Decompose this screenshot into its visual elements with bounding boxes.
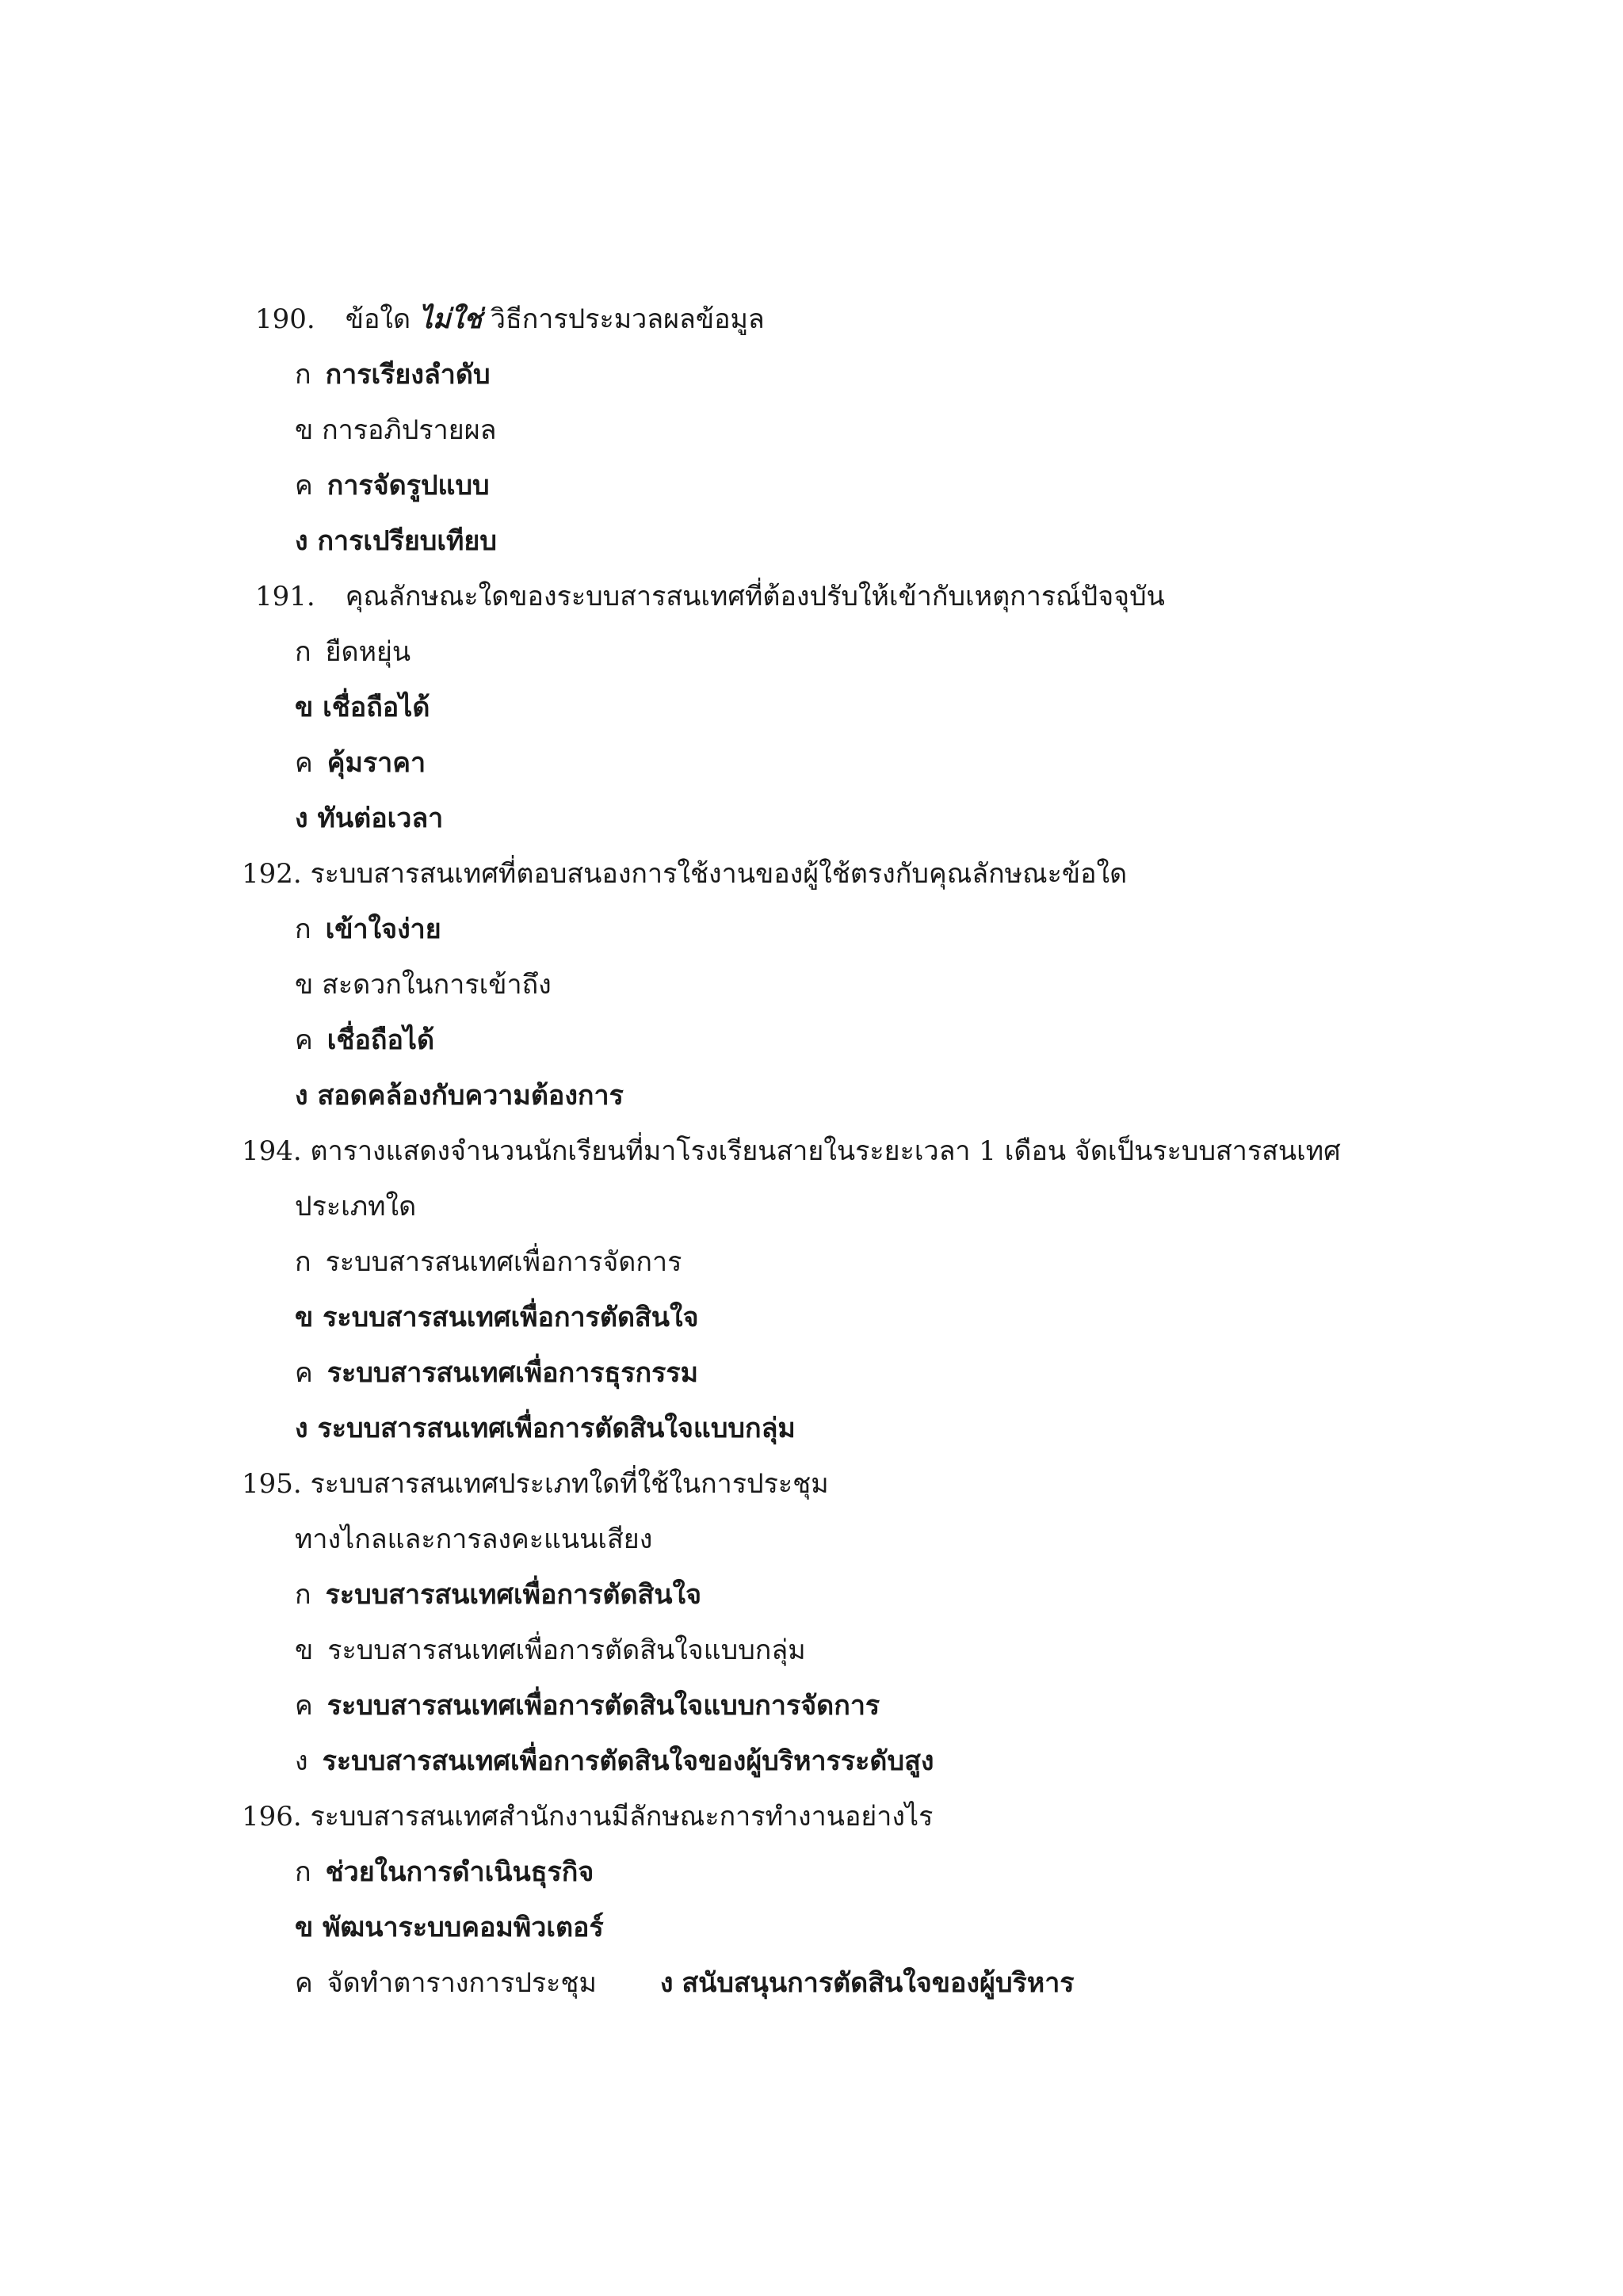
- choice-text: การจัดรูปแบบ: [327, 470, 490, 502]
- choice-191-a: [295, 624, 411, 680]
- choice-196-a: [295, 1844, 594, 1900]
- choice-text: เชื่อถือได้: [323, 692, 430, 723]
- question-prompt: วิธีการประมวลผลข้อมูล: [490, 303, 765, 335]
- choice-letter: ค: [295, 1690, 313, 1722]
- choice-text: ระบบสารสนเทศเพื่อการตัดสินใจ: [323, 1302, 699, 1333]
- choice-194-c: [295, 1345, 698, 1401]
- choice-letter: ง: [295, 1080, 308, 1112]
- choice-text: เชื่อถือได้: [327, 1024, 435, 1056]
- choice-192-c: [295, 1013, 434, 1068]
- choice-196-b: [295, 1900, 604, 1955]
- choice-text: ระบบสารสนเทศเพื่อการตัดสินใจแบบกลุ่ม: [327, 1634, 806, 1666]
- choice-letter: ง: [659, 1967, 674, 1999]
- choice-text: การเปรียบเทียบ: [317, 525, 497, 557]
- choice-text: การเรียงลำดับ: [325, 359, 491, 391]
- choice-191-b: [295, 680, 430, 735]
- choice-letter: ง: [295, 525, 308, 557]
- choice-195-c: [295, 1678, 880, 1733]
- choice-191-c: [295, 735, 426, 791]
- question-prompt: ทางไกลและการลงคะแนนเสียง: [295, 1524, 653, 1555]
- choice-letter: ก: [295, 359, 311, 391]
- choice-text: ระบบสารสนเทศเพื่อการจัดการ: [325, 1246, 682, 1278]
- choice-text: สนับสนุนการตัดสินใจของผู้บริหาร: [682, 1967, 1075, 1999]
- choice-text: ระบบสารสนเทศเพื่อการตัดสินใจ: [325, 1579, 702, 1611]
- choice-text: ยืดหยุ่น: [325, 636, 411, 668]
- choice-195-b: [295, 1623, 806, 1678]
- choice-192-b: [295, 957, 552, 1013]
- question-194-continuation: [295, 1179, 416, 1234]
- choice-195-d: [295, 1733, 934, 1789]
- choice-190-a: [295, 347, 491, 402]
- choice-text: คุ้มราคา: [327, 747, 426, 779]
- question-191: [255, 569, 1165, 624]
- choice-letter: ข: [295, 414, 314, 446]
- question-number: 192.: [242, 858, 302, 890]
- choice-195-a: [295, 1567, 701, 1623]
- question-prompt: คุณลักษณะใดของระบบสารสนเทศที่ต้องปรับให้เข้ากับเหตุการณ์ปัจจุบัน: [345, 581, 1165, 612]
- choice-letter: ก: [295, 913, 311, 945]
- choice-text: สอดคล้องกับความต้องการ: [317, 1080, 624, 1112]
- choice-text: การอภิปรายผล: [322, 414, 497, 446]
- question-195-continuation: [295, 1512, 652, 1567]
- question-prompt: ระบบสารสนเทศสำนักงานมีลักษณะการทำงานอย่างไร: [310, 1801, 934, 1833]
- choice-letter: ค: [295, 747, 313, 779]
- question-194: [242, 1123, 1341, 1179]
- choice-letter: ก: [295, 1246, 311, 1278]
- choice-letter: ข: [295, 969, 314, 1001]
- choice-194-b: [295, 1290, 699, 1345]
- choice-text: ระบบสารสนเทศเพื่อการตัดสินใจแบบการจัดการ: [327, 1690, 880, 1722]
- question-prompt: ระบบสารสนเทศที่ตอบสนองการใช้งานของผู้ใช้ตรงกับคุณลักษณะข้อใด: [310, 858, 1128, 890]
- question-number: 194.: [242, 1135, 302, 1167]
- choice-letter: ค: [295, 1967, 313, 1999]
- choice-text: ทันต่อเวลา: [317, 803, 444, 834]
- choice-191-d: [295, 791, 443, 846]
- choice-text: สะดวกในการเข้าถึง: [322, 969, 552, 1001]
- choice-190-c: [295, 458, 490, 513]
- choice-letter: ข: [295, 1302, 314, 1333]
- choice-text: ช่วยในการดำเนินธุรกิจ: [325, 1856, 594, 1888]
- question-prompt: ระบบสารสนเทศประเภทใดที่ใช้ในการประชุม: [310, 1468, 829, 1500]
- choice-letter: ก: [295, 1856, 311, 1888]
- question-number: 191.: [255, 581, 315, 612]
- choice-text: ระบบสารสนเทศเพื่อการธุรกรรม: [327, 1357, 699, 1389]
- choice-190-b: [295, 402, 496, 458]
- question-195: [242, 1456, 829, 1512]
- choice-text: เข้าใจง่าย: [325, 913, 441, 945]
- question-number: 190.: [255, 303, 315, 335]
- question-prompt: ประเภทใด: [295, 1191, 417, 1222]
- choice-190-d: [295, 513, 497, 569]
- choice-letter: ข: [295, 1912, 314, 1943]
- choice-letter: ข: [295, 692, 314, 723]
- choice-194-d: [295, 1401, 796, 1456]
- choice-letter: ค: [295, 1024, 313, 1056]
- choice-letter: ค: [295, 470, 313, 502]
- question-196: [242, 1789, 933, 1844]
- choice-letter: ก: [295, 1579, 311, 1611]
- choice-letter: ข: [295, 1634, 314, 1666]
- question-number: 195.: [242, 1468, 302, 1500]
- choice-text: ระบบสารสนเทศเพื่อการตัดสินใจของผู้บริหารระดับสูง: [322, 1745, 934, 1777]
- choice-text: ระบบสารสนเทศเพื่อการตัดสินใจแบบกลุ่ม: [317, 1413, 796, 1444]
- choice-196-c-d-row: [295, 1955, 1075, 2011]
- question-prompt: ตารางแสดงจำนวนนักเรียนที่มาโรงเรียนสายในระยะเวลา 1 เดือน จัดเป็นระบบสารสนเทศ: [310, 1135, 1341, 1167]
- choice-letter: ง: [295, 1413, 308, 1444]
- question-192: [242, 846, 1127, 902]
- choice-letter: ค: [295, 1357, 313, 1389]
- choice-194-a: [295, 1234, 682, 1290]
- question-emphasis: ไม่ใช่: [418, 303, 483, 335]
- question-prompt: ข้อใด: [345, 303, 411, 335]
- choice-text: จัดทำตารางการประชุม: [327, 1967, 597, 1999]
- question-number: 196.: [242, 1801, 302, 1833]
- choice-letter: ก: [295, 636, 311, 668]
- choice-192-d: [295, 1068, 624, 1123]
- choice-letter: ง: [295, 1745, 308, 1777]
- choice-text: พัฒนาระบบคอมพิวเตอร์: [323, 1912, 604, 1943]
- question-190: [255, 292, 765, 347]
- choice-192-a: [295, 902, 441, 957]
- choice-letter: ง: [295, 803, 308, 834]
